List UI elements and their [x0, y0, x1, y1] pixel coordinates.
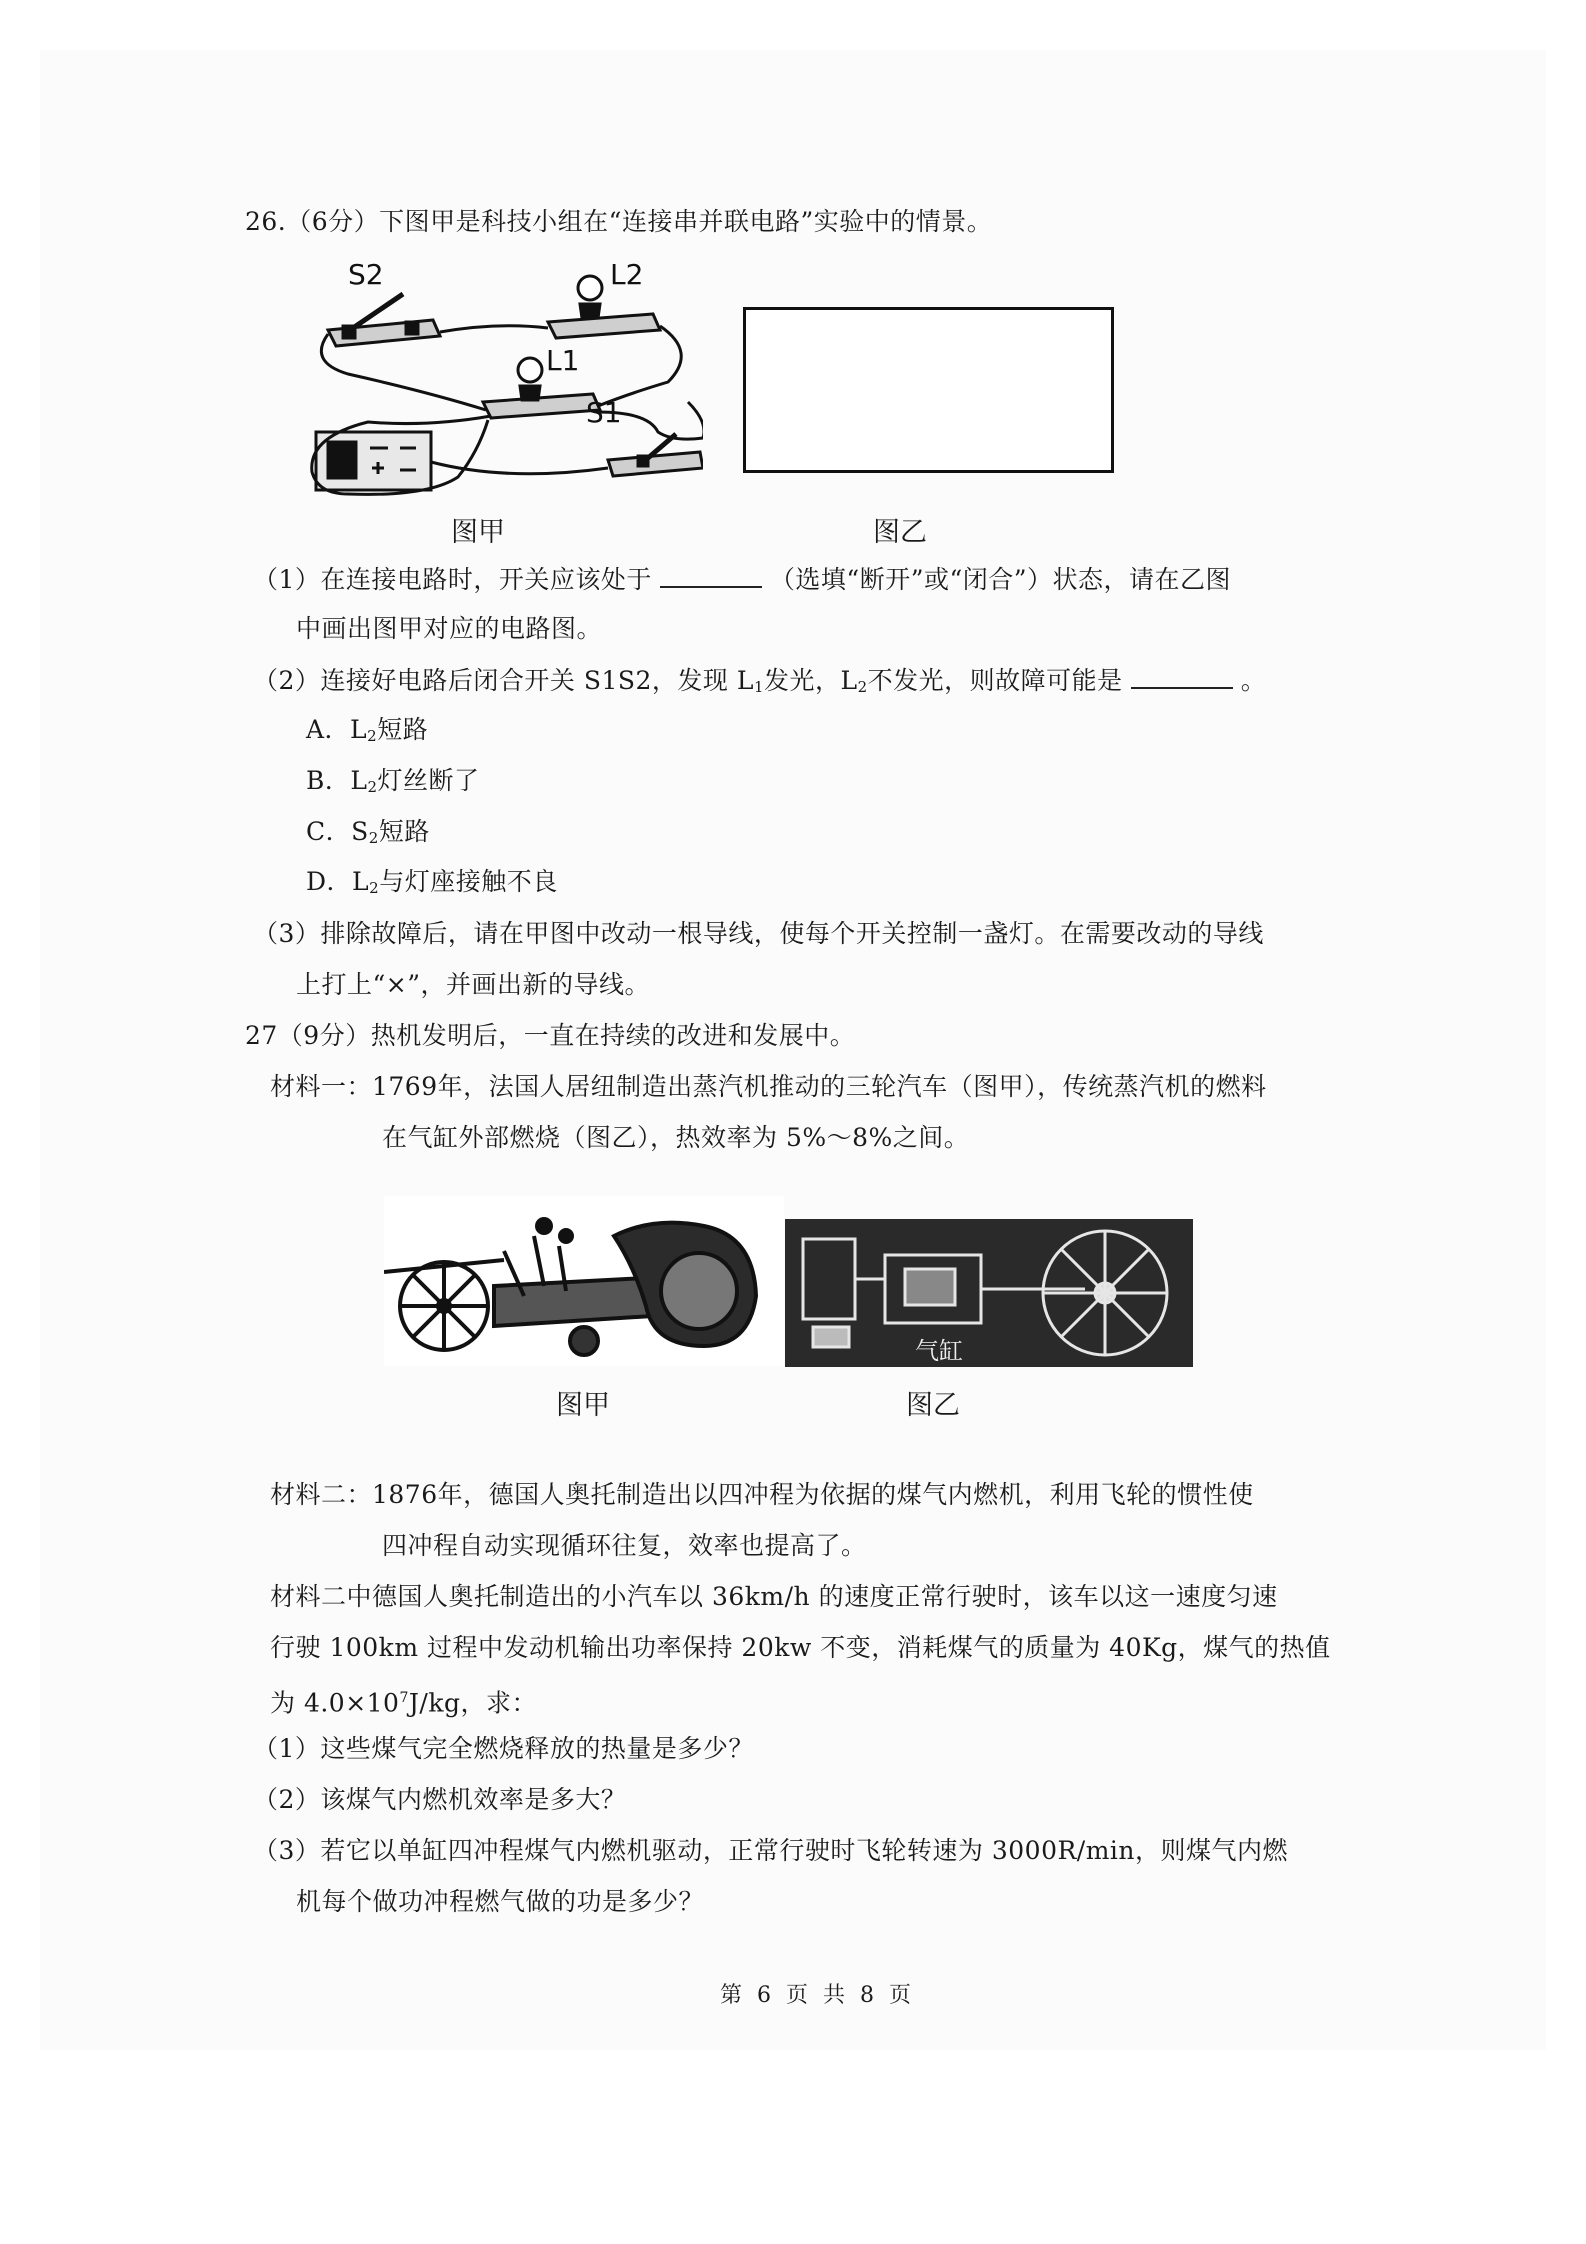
heat-value-unit: J/kg，求：: [408, 1688, 537, 1718]
q26-part3-line1: （3）排除故障后，请在甲图中改动一根导线，使每个开关控制一盏灯。在需要改动的导线: [253, 919, 1264, 948]
q26-part1-text-a: （1）在连接电路时，开关应该处于: [253, 565, 652, 594]
q26-part2-sub2: 2: [857, 678, 868, 696]
circuit-figure-a: [308, 262, 703, 497]
caption-fig-a: 图甲: [451, 517, 505, 548]
q26-part3-line2: 上打上“×”，并画出新的导线。: [296, 970, 651, 999]
option-d-pre: D．L: [306, 867, 370, 896]
q27-sub1: （1）这些煤气完全燃烧释放的热量是多少？: [253, 1734, 754, 1763]
caption-fig-b: 图乙: [873, 517, 927, 548]
problem-line1: 材料二中德国人奥托制造出的小汽车以 36km/h 的速度正常行驶时，该车以这一速度匀速: [270, 1582, 1278, 1611]
option-b-post: 灯丝断了: [377, 766, 480, 795]
option-d-post: 与灯座接触不良: [379, 867, 558, 896]
material2-line2: 四冲程自动实现循环往复，效率也提高了。: [382, 1531, 867, 1560]
option-c-post: 短路: [378, 817, 430, 846]
q26-part1-text-b: （选填“断开”或“闭合”）状态，请在乙图: [769, 565, 1232, 594]
option-b-pre: B．L: [306, 766, 368, 795]
steam-car-picture: [384, 1196, 784, 1366]
fig-label-l1: L1: [546, 344, 580, 377]
option-a: [306, 713, 428, 753]
q27-sub3-line2: 机每个做功冲程燃气做的功是多少？: [296, 1887, 705, 1916]
q27-sub3-line1: （3）若它以单缸四冲程煤气内燃机驱动，正常行驶时飞轮转速为 3000R/min，则煤气内燃: [253, 1836, 1289, 1865]
option-b: [306, 764, 480, 804]
problem-line3: [270, 1681, 537, 1720]
option-a-pre: A．L: [306, 715, 368, 744]
q26-part2-text-a: （2）连接好电路后闭合开关 S1S2，发现 L: [253, 666, 754, 695]
answer-blank-1: [660, 562, 762, 588]
material2-line1: 材料二：1876年，德国人奥托制造出以四冲程为依据的煤气内燃机，利用飞轮的惯性使: [270, 1480, 1254, 1509]
option-b-sub: 2: [367, 778, 378, 796]
caption-steam-car: 图甲: [556, 1390, 610, 1421]
heat-value-text: 为 4.0×10: [270, 1688, 400, 1718]
answer-blank-2: [1131, 663, 1233, 689]
heat-value-exponent: 7: [399, 1690, 409, 1706]
q26-part2-line: [253, 663, 1266, 704]
page-footer: 第 6 页 共 8 页: [720, 1983, 915, 2008]
cylinder-label: 气缸: [915, 1337, 963, 1365]
q27-title: 27（9分）热机发明后，一直在持续的改进和发展中。: [245, 1021, 856, 1050]
option-a-sub: 2: [367, 727, 378, 745]
q27-sub2: （2）该煤气内燃机效率是多大？: [253, 1785, 627, 1814]
option-a-post: 短路: [377, 715, 429, 744]
option-c-sub: 2: [368, 829, 379, 847]
option-d: [306, 865, 558, 905]
option-c: [306, 815, 430, 855]
material1-line1: 材料一：1769年，法国人居纽制造出蒸汽机推动的三轮汽车（图甲），传统蒸汽机的燃料: [270, 1072, 1267, 1101]
q26-part2-end: 。: [1240, 666, 1267, 695]
fig-label-s2: S2: [348, 262, 384, 291]
q26-part2-sub1: 1: [753, 678, 765, 696]
q26-title: 26.（6分）下图甲是科技小组在“连接串并联电路”实验中的情景。: [245, 207, 993, 236]
q26-part2-text-b: 发光，L: [764, 666, 858, 695]
q26-part2-text-c: 不发光，则故障可能是: [867, 666, 1123, 695]
q26-part1-line1: [253, 562, 1231, 597]
option-d-sub: 2: [369, 879, 380, 897]
q26-part1-line2: 中画出图甲对应的电路图。: [296, 614, 603, 643]
caption-steam-engine: 图乙: [906, 1390, 960, 1421]
fig-label-l2: L2: [610, 262, 644, 291]
material1-line2: 在气缸外部燃烧（图乙），热效率为 5%～8%之间。: [382, 1123, 970, 1152]
option-c-pre: C．S: [306, 817, 369, 846]
fig-label-s1: S1: [586, 396, 622, 429]
problem-line2: 行驶 100km 过程中发动机输出功率保持 20kw 不变，消耗煤气的质量为 40Kg，煤气的热值: [270, 1633, 1331, 1662]
steam-engine-picture: [785, 1219, 1193, 1367]
empty-drawing-box: [743, 307, 1114, 473]
